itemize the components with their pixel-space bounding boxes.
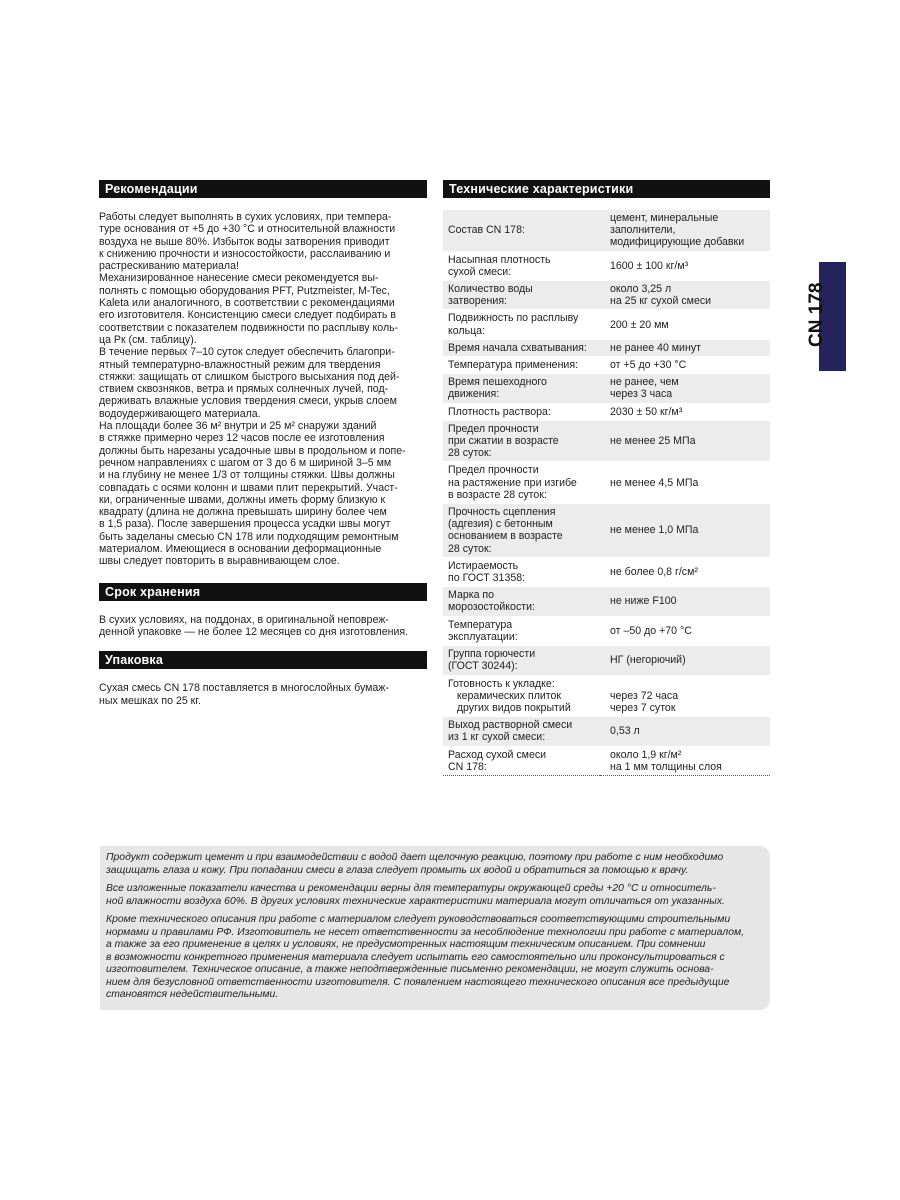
text-line: Работы следует выполнять в сухих условиях, при темпера-: [99, 211, 392, 223]
note-paragraph: [106, 852, 762, 877]
storage-text: [99, 614, 427, 639]
text-line: водоудерживающего материала.: [99, 407, 261, 420]
spec-value: [600, 557, 770, 586]
text-line: Kaleta или аналогичного, в соответствии с рекомендациями: [99, 297, 395, 310]
text-line: туре основания от +5 до +30 °С и относительной влажности: [99, 223, 396, 236]
spec-parameter: [443, 616, 600, 645]
text-line: растрескиванию материала!: [99, 260, 239, 273]
spec-value-line: около 3,25 л: [610, 283, 672, 296]
spec-parameter-line: Подвижность по расплыву: [448, 312, 579, 325]
text-line: материалом. Имеющиеся в основании деформационные: [99, 543, 382, 556]
text-line: в 1,5 раза). После завершения процесса усадки швы могут: [99, 518, 391, 531]
spec-value: [600, 357, 770, 374]
text-line: денной упаковке — не более 12 месяцев со дня изготовления.: [99, 625, 409, 638]
spec-parameter-line: Предел прочности: [448, 422, 539, 435]
spec-value-line: не ниже F100: [610, 595, 677, 608]
spec-value-line: 2030 ± 50 кг/м³: [610, 405, 683, 418]
spec-row: [443, 504, 770, 558]
spec-value-line: не менее 4,5 МПа: [610, 476, 699, 489]
spec-parameter-line: Количество воды: [448, 283, 533, 296]
spec-value: [600, 403, 770, 420]
recommendations-text: [99, 211, 427, 568]
spec-value: [600, 210, 770, 251]
text-line: его изготовителя. Консистенцию смеси следует подбирать в: [99, 309, 396, 322]
spec-row: [443, 717, 770, 746]
note-line: ной влажности воздуха 60%. В других условиях технические характеристики материала могут отличаться от указанных.: [106, 895, 725, 907]
recommendation-paragraph: [99, 346, 427, 420]
spec-parameter: [443, 210, 600, 251]
note-line: нием для безусловной ответственности изготовителя. С появлением настоящего технического описания все предыдущие: [106, 976, 730, 988]
spec-parameter-line: Расход сухой смеси: [448, 748, 547, 761]
recommendation-paragraph: [99, 420, 427, 568]
text-line: держивать влажные условия твердения смеси, укрыв слоем: [99, 395, 397, 408]
spec-value-line: модифицирующие добавки: [610, 236, 745, 249]
spec-value-line: 0,53 л: [610, 725, 640, 738]
note-line: Кроме технического описания при работе с материалом следует руководствоваться соответствующими строительными: [106, 914, 731, 925]
spec-parameter: [443, 675, 600, 717]
notes-box: [100, 846, 770, 1010]
spec-parameter-line: керамических плиток: [448, 689, 562, 702]
text-line: должны быть нарезаны усадочные швы в продольном и попе-: [99, 444, 406, 457]
spec-parameter-line: (адгезия) с бетонным: [448, 518, 553, 531]
spec-row: [443, 420, 770, 462]
text-line: воздуха не выше 80%. Избыток воды затворения приводит: [99, 235, 390, 248]
note-line: защищать глаза и кожу. При попадании смеси в глаза следует промыть их водой и обратиться за помощью к врачу.: [106, 864, 689, 876]
text-line: полнять с помощью оборудования PFT, Putzmeister, M-Tec,: [99, 284, 390, 297]
spec-parameter-line: Время начала схватывания:: [448, 341, 587, 354]
text-line: ятный температурно-влажностный режим для твердения: [99, 358, 381, 371]
spec-value: [600, 310, 770, 339]
spec-value: [600, 717, 770, 746]
spec-value-line: около 1,9 кг/м²: [610, 748, 682, 761]
note-line: нормами и правилами РФ. Изготовитель не несет ответственности за несоблюдение технологии при работе с материалом,: [106, 926, 744, 938]
text-line: квадрату (длина не должна превышать ширину более чем: [99, 506, 387, 519]
spec-parameter: [443, 504, 600, 558]
spec-parameter: [443, 339, 600, 356]
spec-parameter-line: затворения:: [448, 295, 507, 308]
spec-parameter-line: Предел прочности: [448, 464, 539, 477]
spec-value: [600, 587, 770, 616]
spec-parameter-line: в возрасте 28 суток:: [448, 488, 547, 501]
spec-row: [443, 339, 770, 356]
text-line: ца Рк (см. таблицу).: [99, 333, 197, 346]
text-line: ных мешках по 25 кг.: [99, 694, 201, 707]
spec-value: [600, 374, 770, 403]
spec-parameter-line: основанием в возрасте: [448, 530, 563, 543]
spec-parameter: [443, 251, 600, 280]
spec-parameter-line: (ГОСТ 30244):: [448, 660, 518, 673]
spec-row: [443, 462, 770, 504]
spec-row: [443, 374, 770, 403]
spec-parameter-line: Температура: [448, 618, 513, 631]
text-line: и на глубину не менее 1/3 от толщины стяжки. Швы должны: [99, 469, 395, 482]
text-line: ки, ограниченные швами, должны иметь форму близкую к: [99, 493, 386, 506]
note-line: в возможности конкретного применения материала следует испытать его самостоятельно или проконсультироваться с: [106, 951, 725, 963]
spec-value: [600, 746, 770, 775]
text-line: В сухих условиях, на поддонах, в оригинальной неповреж-: [99, 613, 389, 626]
spec-parameter-line: Марка по: [448, 589, 495, 602]
spec-value: [600, 462, 770, 504]
spec-parameter-line: Прочность сцепления: [448, 506, 556, 519]
spec-value-line: через 72 часа: [610, 689, 679, 702]
spec-parameter: [443, 646, 600, 675]
spec-value: [600, 339, 770, 356]
spec-value-line: 1600 ± 100 кг/м³: [610, 259, 689, 272]
spec-parameter-line: из 1 кг сухой смеси:: [448, 731, 546, 744]
text-line: в стяжке примерно через 12 часов после ее изготовления: [99, 432, 385, 445]
spec-parameter-line: 28 суток:: [448, 447, 492, 460]
spec-parameter: [443, 746, 600, 775]
spec-row: [443, 403, 770, 420]
text-line: речном направлениях с шагом от 3 до 6 м шириной 3–5 мм: [99, 456, 392, 469]
spec-value-line: от +5 до +30 °С: [610, 359, 687, 372]
note-line: становятся недействительными.: [106, 989, 279, 1000]
spec-parameter-line: на растяжение при изгибе: [448, 476, 577, 489]
spec-value-line: не менее 25 МПа: [610, 435, 696, 448]
spec-row: [443, 557, 770, 586]
note-paragraph: [106, 914, 762, 1002]
spec-parameter-line: Выход растворной смеси: [448, 719, 573, 732]
spec-value: [600, 616, 770, 645]
spec-parameter-line: движения:: [448, 388, 500, 401]
text-line: совпадать с осями колонн и швами плит перекрытий. Участ-: [99, 481, 398, 494]
text-line: швы следует повторить в выравнивающем слое.: [99, 555, 340, 568]
spec-parameter-line: Насыпная плотность: [448, 253, 551, 266]
spec-parameter: [443, 281, 600, 310]
spec-parameter: [443, 310, 600, 339]
note-line: а также за его применение в целях и условиях, не предусмотренных настоящим техническим описанием. При сомнении: [106, 939, 706, 950]
spec-value: [600, 251, 770, 280]
spec-value-line: на 25 кг сухой смеси: [610, 295, 712, 308]
right-column: [443, 180, 770, 776]
note-paragraph: [106, 883, 762, 908]
spec-value-line: 200 ± 20 мм: [610, 318, 669, 331]
spec-parameter: [443, 557, 600, 586]
recommendations-heading: Рекомендации: [99, 180, 427, 198]
spec-parameter-line: Группа горючести: [448, 648, 536, 661]
note-line: Все изложенные показатели качества и рекомендации верны для температуры окружающей среды +20 °С и относитель-: [106, 883, 716, 894]
spec-parameter: [443, 717, 600, 746]
spec-row: [443, 746, 770, 775]
spec-row: [443, 675, 770, 717]
spec-parameter-line: эксплуатации:: [448, 630, 518, 643]
spec-parameter: [443, 420, 600, 462]
spec-value-line: через 3 часа: [610, 388, 673, 401]
spec-value: [600, 504, 770, 558]
text-line: соответствии с показателем подвижности по расплыву коль-: [99, 321, 399, 334]
spec-value: [600, 420, 770, 462]
spec-row: [443, 646, 770, 675]
packaging-text: [99, 682, 427, 707]
spec-parameter-line: морозостойкости:: [448, 601, 535, 614]
text-line: Сухая смесь CN 178 поставляется в многослойных бумаж-: [99, 682, 389, 695]
spec-parameter-line: CN 178:: [448, 760, 487, 773]
spec-parameter: [443, 462, 600, 504]
recommendation-paragraph: [99, 272, 427, 346]
spec-row: [443, 210, 770, 251]
spec-row: [443, 616, 770, 645]
tech-specs-heading: Технические характеристики: [443, 180, 770, 198]
spec-parameter-line: сухой смеси:: [448, 265, 512, 278]
note-line: Продукт содержит цемент и при взаимодействии с водой дает щелочную реакцию, поэтому при работе с ним необходимо: [106, 852, 724, 863]
text-line: к снижению прочности и износостойкости, расслаиванию и: [99, 247, 391, 260]
spec-value-line: [610, 678, 766, 690]
spec-value-line: на 1 мм толщины слоя: [610, 760, 722, 773]
spec-parameter-line: Истираемость: [448, 559, 519, 572]
text-line: ствием сквозняков, ветра и прямых солнечных лучей, под-: [99, 383, 389, 396]
spec-parameter: [443, 357, 600, 374]
spec-value-line: цемент, минеральные: [610, 212, 719, 224]
packaging-heading: Упаковка: [99, 651, 427, 669]
spec-row: [443, 587, 770, 616]
product-code-label: CN 178: [806, 282, 827, 347]
spec-value: [600, 675, 770, 717]
spec-parameter-line: Готовность к укладке:: [448, 677, 555, 690]
spec-value-line: от –50 до +70 °С: [610, 624, 692, 637]
spec-parameter-line: 28 суток:: [448, 542, 492, 555]
spec-parameter-line: при сжатии в возрасте: [448, 435, 559, 448]
storage-heading: Срок хранения: [99, 583, 427, 601]
spec-row: [443, 357, 770, 374]
text-line: Механизированное нанесение смеси рекомендуется вы-: [99, 272, 379, 285]
text-line: На площади более 36 м² внутри и 25 м² снаружи зданий: [99, 420, 377, 433]
text-line: В течение первых 7–10 суток следует обеспечить благопри-: [99, 346, 395, 359]
spec-row: [443, 310, 770, 339]
spec-parameter-line: Температура применения:: [448, 359, 579, 372]
text-line: стяжки: защищать от слишком быстрого высыхания под дей-: [99, 370, 400, 383]
text-line: быть заделаны смесью CN 178 или подходящим ремонтным: [99, 530, 399, 543]
spec-parameter-line: Состав CN 178:: [448, 224, 525, 237]
spec-row: [443, 251, 770, 280]
spec-value-line: заполнители,: [610, 224, 676, 237]
spec-parameter: [443, 374, 600, 403]
left-column: [99, 180, 427, 707]
spec-value-line: не ранее 40 минут: [610, 341, 701, 354]
spec-parameter: [443, 587, 600, 616]
spec-value-line: не более 0,8 г/см²: [610, 565, 698, 578]
tech-specs-table: [443, 210, 770, 776]
spec-parameter-line: кольца:: [448, 324, 486, 337]
spec-parameter-line: Плотность раствора:: [448, 405, 551, 418]
spec-parameter: [443, 403, 600, 420]
spec-parameter-line: по ГОСТ 31358:: [448, 572, 526, 585]
spec-value: [600, 281, 770, 310]
spec-value-line: через 7 суток: [610, 701, 676, 714]
spec-parameter-line: других видов покрытий: [448, 701, 571, 714]
spec-value-line: НГ (негорючий): [610, 654, 686, 667]
spec-value-line: не менее 1,0 МПа: [610, 524, 699, 537]
spec-value-line: не ранее, чем: [610, 376, 679, 389]
spec-value: [600, 646, 770, 675]
spec-row: [443, 281, 770, 310]
spec-parameter-line: Время пешеходного: [448, 376, 547, 389]
note-line: изготовителем. Техническое описание, а также неподтвержденные письменно рекомендации, не могут служить основа-: [106, 964, 714, 975]
recommendation-paragraph: [99, 211, 427, 272]
